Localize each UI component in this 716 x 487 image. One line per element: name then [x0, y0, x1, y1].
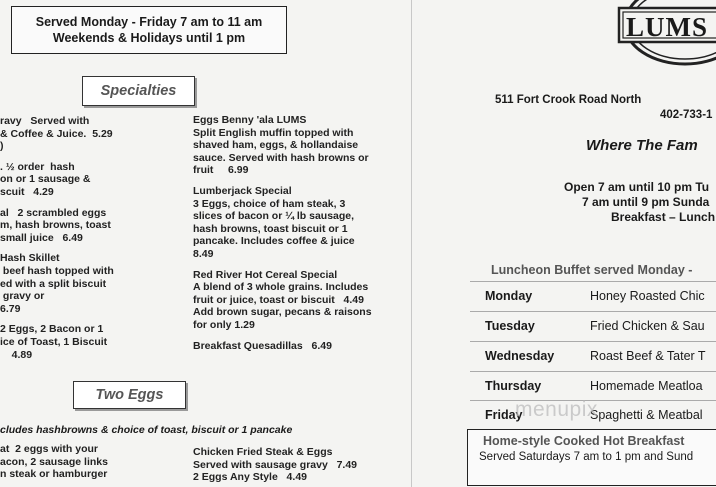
watermark-logo: menupix [515, 398, 598, 421]
home-style-title: Home-style Cooked Hot Breakfast [483, 434, 685, 448]
menu-line: 6.79 [0, 302, 21, 315]
buffet-dish: Roast Beef & Tater T [590, 349, 706, 363]
specialties-header [82, 76, 195, 106]
menu-line: Served with sausage gravy 7.49 [193, 458, 358, 471]
menu-line: al 2 scrambled eggs [0, 206, 107, 219]
menu-line: Add brown sugar, pecans & raisons [193, 306, 372, 319]
hours-line-1: Served Monday - Friday 7 am to 11 am [35, 15, 263, 29]
menu-line [193, 261, 372, 269]
menu-line: Eggs Benny 'ala LUMS [193, 114, 307, 126]
menu-line: Breakfast Quesadillas 6.49 [193, 339, 332, 352]
menu-line: hash browns, toast biscuit or 1 [193, 222, 348, 235]
menu-line [0, 315, 114, 323]
specialties-title: Specialties [100, 83, 177, 99]
menu-line: acon, 2 sausage links [0, 455, 108, 468]
two-eggs-left-column [0, 443, 108, 481]
menu-line: A blend of 3 whole grains. Includes [193, 281, 369, 294]
menu-line: ice of Toast, 1 Biscuit [0, 335, 108, 348]
buffet-dish: Fried Chicken & Sau [590, 319, 705, 333]
menu-line: on or 1 sausage & [0, 173, 91, 186]
menu-line: for only 1.29 [193, 318, 255, 331]
two-eggs-title: Two Eggs [95, 387, 164, 403]
menu-line: sauce. Served with hash browns or [193, 151, 369, 164]
menu-line: fruit 6.99 [193, 164, 249, 177]
menu-line: 8.49 [193, 247, 214, 260]
menu-line [0, 244, 114, 252]
menu-line: 3 Eggs, choice of ham steak, 3 [193, 197, 346, 210]
menu-line: & Coffee & Juice. 5.29 [0, 127, 113, 140]
menu-line: small juice 6.49 [0, 231, 83, 244]
logo-text: LUMS [626, 12, 709, 42]
buffet-divider [470, 311, 716, 312]
menu-line: fruit or juice, toast or biscuit 4.49 [193, 293, 364, 306]
address-phone: 402-733-1 [660, 109, 713, 121]
menu-line: beef hash topped with [0, 264, 114, 277]
buffet-day: Thursday [485, 379, 542, 393]
menu-line: Lumberjack Special [193, 184, 292, 197]
menu-line: 4.89 [0, 348, 33, 361]
menu-line: slices of bacon or ¼ lb sausage, [193, 210, 355, 223]
home-style-line: Served Saturdays 7 am to 1 pm and Sund [479, 451, 694, 463]
menu-line: at 2 eggs with your [0, 443, 99, 455]
menu-line: Red River Hot Cereal Special [193, 268, 338, 281]
menu-line [193, 332, 372, 340]
menu-line: ravy Served with [0, 115, 90, 127]
open-hours-line-2: 7 am until 9 pm Sunda [582, 195, 710, 209]
menu-line: ) [0, 140, 4, 153]
buffet-day: Wednesday [485, 349, 555, 363]
hours-line-2: Weekends & Holidays until 1 pm [52, 31, 246, 45]
menu-line: scuit 4.29 [0, 185, 54, 198]
menu-line [193, 177, 372, 185]
menu-line: m, hash browns, toast [0, 219, 111, 232]
two-eggs-header [73, 381, 186, 409]
buffet-divider [470, 371, 716, 372]
open-hours-line-1: Open 7 am until 10 pm Tu [564, 180, 710, 194]
buffet-dish: Honey Roasted Chic [590, 289, 705, 303]
buffet-dish: Homemade Meatloa [590, 379, 703, 393]
specialties-right-column [193, 114, 372, 352]
buffet-day: Monday [485, 289, 533, 303]
menu-line: Split English muffin topped with [193, 126, 354, 139]
lums-logo [617, 0, 716, 70]
menu-line: Hash Skillet [0, 252, 60, 265]
menu-line: shaved ham, eggs, & hollandaise [193, 139, 359, 152]
open-hours-line-3: Breakfast – Lunch [611, 210, 716, 224]
buffet-dish: Spaghetti & Meatbal [590, 408, 703, 422]
breakfast-hours-box [11, 6, 287, 54]
menu-line: pancake. Includes coffee & juice [193, 235, 355, 248]
menu-line [0, 199, 114, 207]
menu-line: n steak or hamburger [0, 468, 108, 481]
menu-line: . ½ order hash [0, 160, 75, 173]
two-eggs-subtitle: cludes hashbrowns & choice of toast, biscuit or 1 pancake [0, 424, 293, 436]
menu-line: Chicken Fried Steak & Eggs [193, 446, 333, 458]
menu-line [0, 153, 114, 161]
menu-line: 2 Eggs, 2 Bacon or 1 [0, 323, 104, 336]
buffet-day: Tuesday [485, 319, 535, 333]
home-style-box [467, 429, 716, 486]
buffet-day: Friday [485, 408, 523, 422]
buffet-heading: Luncheon Buffet served Monday - [491, 263, 693, 277]
specialties-left-column [0, 115, 114, 361]
page-fold-line [411, 0, 412, 487]
buffet-divider [470, 281, 716, 282]
tagline: Where The Fam [586, 137, 698, 154]
menu-line: gravy or [0, 290, 45, 303]
address-street: 511 Fort Crook Road North [495, 94, 642, 106]
two-eggs-right-column [193, 446, 357, 484]
buffet-divider [470, 341, 716, 342]
menu-line: 2 Eggs Any Style 4.49 [193, 471, 307, 484]
menu-line: ed with a split biscuit [0, 277, 107, 290]
